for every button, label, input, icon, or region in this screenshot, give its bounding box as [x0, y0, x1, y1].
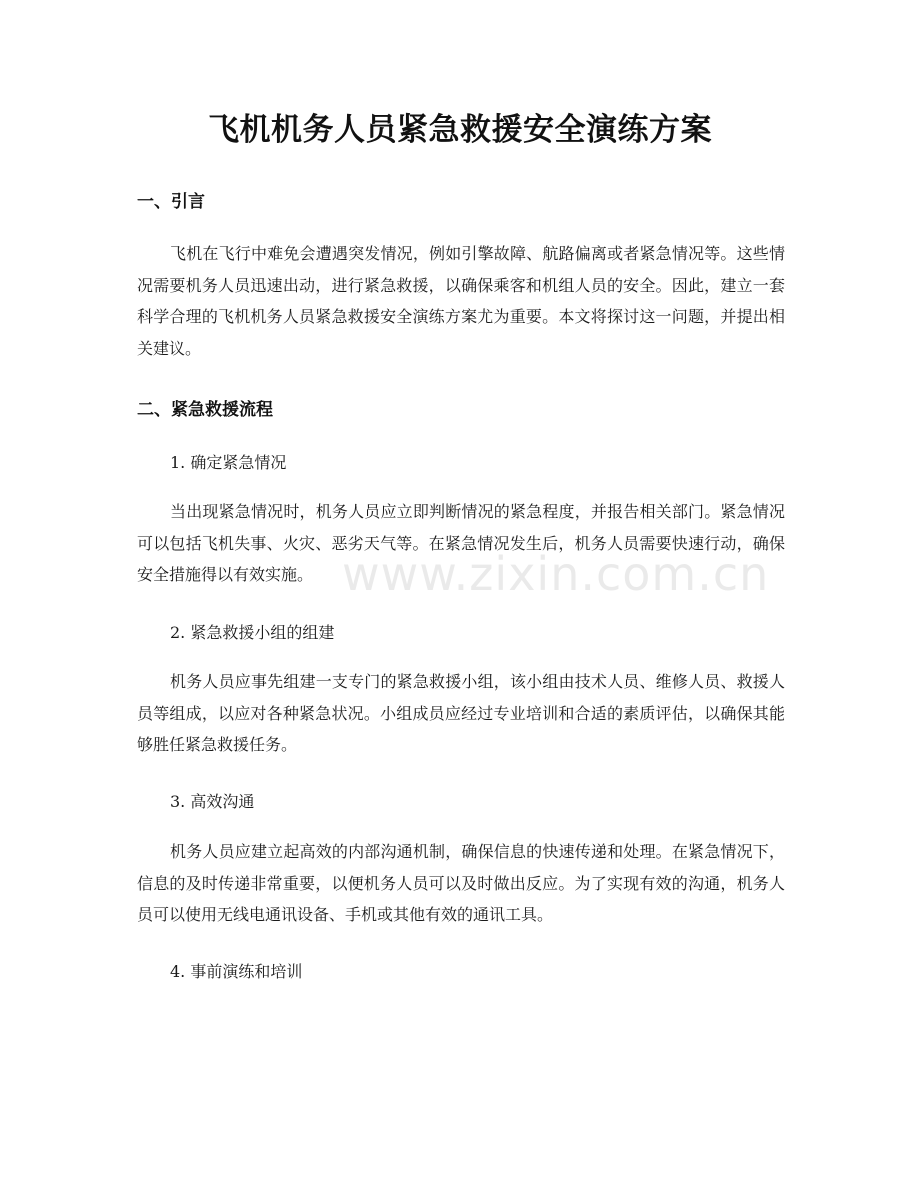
introduction-paragraph: 飞机在飞行中难免会遭遇突发情况，例如引擎故障、航路偏离或者紧急情况等。这些情况需要机务人员迅速出动，进行紧急救援，以确保乘客和机组人员的安全。因此，建立一套科学合理的飞机机务人员紧急救援安全演练方案尤为重要。本文将探讨这一问题，并提出相关建议。: [137, 244, 785, 358]
determine-emergency-paragraph: 当出现紧急情况时，机务人员应立即判断情况的紧急程度，并报告相关部门。紧急情况可以包括飞机失事、火灾、恶劣天气等。在紧急情况发生后，机务人员需要快速行动，确保安全措施得以有效实施。: [137, 502, 785, 584]
subitem-label-drills-training: 4. 事前演练和培训: [170, 962, 303, 981]
section-heading-rescue-process: 二、紧急救援流程: [137, 400, 273, 420]
rescue-team-paragraph: 机务人员应事先组建一支专门的紧急救援小组，该小组由技术人员、维修人员、救援人员等组成，以应对各种紧急状况。小组成员应经过专业培训和合适的素质评估，以确保其能够胜任紧急救援任务。: [137, 672, 785, 754]
watermark: www.zixin.com.cn: [342, 547, 770, 601]
subitem-label-rescue-team: 2. 紧急救援小组的组建: [170, 623, 335, 642]
communication-paragraph: 机务人员应建立起高效的内部沟通机制，确保信息的快速传递和处理。在紧急情况下，信息的及时传递非常重要，以便机务人员可以及时做出反应。为了实现有效的沟通，机务人员可以使用无线电通讯设备、手机或其他有效的通讯工具。: [137, 842, 785, 924]
document-title: 飞机机务人员紧急救援安全演练方案: [208, 112, 712, 148]
subitem-label-communication: 3. 高效沟通: [170, 792, 255, 811]
subitem-label-determine-emergency: 1. 确定紧急情况: [170, 453, 287, 472]
section-heading-introduction: 一、引言: [137, 192, 205, 212]
